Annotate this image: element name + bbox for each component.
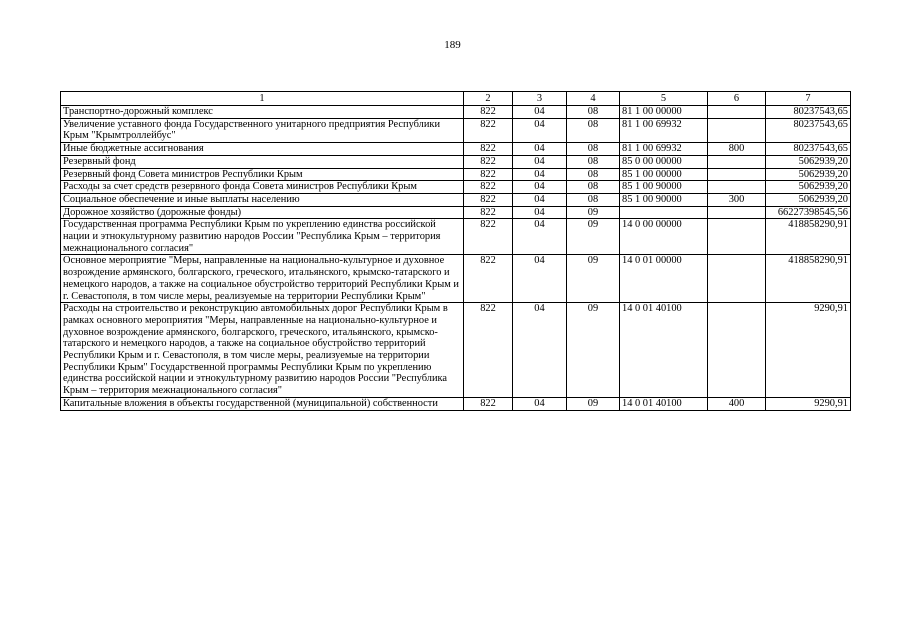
cell-target-code: 85 1 00 90000	[620, 181, 708, 194]
cell-name: Государственная программа Республики Крым по укреплению единства российской нации и этнокультурному развитию народов России "Республика Крым – территория межнационального согласия"	[61, 219, 464, 255]
cell-amount: 5062939,20	[766, 193, 851, 206]
cell-amount: 5062939,20	[766, 181, 851, 194]
cell-amount: 80237543,65	[766, 143, 851, 156]
cell-expense-type	[708, 106, 766, 119]
cell-admin-code: 822	[464, 181, 513, 194]
cell-section: 04	[513, 106, 567, 119]
cell-section: 04	[513, 303, 567, 398]
table-row	[61, 168, 851, 181]
cell-subsection: 08	[567, 181, 620, 194]
cell-subsection: 08	[567, 155, 620, 168]
cell-admin-code: 822	[464, 143, 513, 156]
cell-expense-type	[708, 168, 766, 181]
table-row	[61, 181, 851, 194]
cell-target-code	[620, 206, 708, 219]
cell-expense-type	[708, 303, 766, 398]
cell-expense-type	[708, 219, 766, 255]
header-col-6: 6	[708, 92, 766, 106]
cell-admin-code: 822	[464, 303, 513, 398]
cell-admin-code: 822	[464, 106, 513, 119]
cell-subsection: 09	[567, 219, 620, 255]
cell-admin-code: 822	[464, 255, 513, 303]
cell-subsection: 08	[567, 118, 620, 142]
header-col-1: 1	[61, 92, 464, 106]
cell-admin-code: 822	[464, 397, 513, 410]
cell-amount: 80237543,65	[766, 118, 851, 142]
cell-expense-type: 800	[708, 143, 766, 156]
cell-subsection: 09	[567, 206, 620, 219]
cell-amount: 9290,91	[766, 303, 851, 398]
cell-target-code: 14 0 01 00000	[620, 255, 708, 303]
cell-section: 04	[513, 168, 567, 181]
cell-amount: 9290,91	[766, 397, 851, 410]
cell-expense-type	[708, 255, 766, 303]
table-row	[61, 118, 851, 142]
cell-expense-type: 300	[708, 193, 766, 206]
cell-admin-code: 822	[464, 168, 513, 181]
cell-subsection: 09	[567, 255, 620, 303]
cell-amount: 80237543,65	[766, 106, 851, 119]
budget-table	[60, 91, 851, 411]
cell-target-code: 85 1 00 90000	[620, 193, 708, 206]
cell-name: Транспортно-дорожный комплекс	[61, 106, 464, 119]
header-col-5: 5	[620, 92, 708, 106]
table-row	[61, 193, 851, 206]
cell-name: Капитальные вложения в объекты государственной (муниципальной) собственности	[61, 397, 464, 410]
cell-target-code: 85 1 00 00000	[620, 168, 708, 181]
cell-amount: 5062939,20	[766, 168, 851, 181]
cell-amount: 5062939,20	[766, 155, 851, 168]
cell-section: 04	[513, 118, 567, 142]
cell-section: 04	[513, 193, 567, 206]
cell-section: 04	[513, 143, 567, 156]
table-row	[61, 219, 851, 255]
cell-admin-code: 822	[464, 206, 513, 219]
table-row	[61, 155, 851, 168]
cell-target-code: 81 1 00 00000	[620, 106, 708, 119]
cell-name: Резервный фонд Совета министров Республики Крым	[61, 168, 464, 181]
cell-section: 04	[513, 181, 567, 194]
cell-target-code: 81 1 00 69932	[620, 143, 708, 156]
cell-name: Дорожное хозяйство (дорожные фонды)	[61, 206, 464, 219]
cell-name: Основное мероприятие "Меры, направленные на национально-культурное и духовное возрождение армянского, болгарского, греческого, итальянского, крымско-татарского и немецкого народов, а также на социальное обустройство территорий Республики Крым и г. Севастополя, в том числе меры, реализуемые на территории Республики Крым"	[61, 255, 464, 303]
table-row	[61, 206, 851, 219]
cell-subsection: 08	[567, 106, 620, 119]
cell-expense-type	[708, 206, 766, 219]
table-header-row	[61, 92, 851, 106]
cell-name: Иные бюджетные ассигнования	[61, 143, 464, 156]
cell-name: Социальное обеспечение и иные выплаты населению	[61, 193, 464, 206]
cell-admin-code: 822	[464, 219, 513, 255]
cell-name: Расходы за счет средств резервного фонда Совета министров Республики Крым	[61, 181, 464, 194]
cell-expense-type	[708, 118, 766, 142]
table-row	[61, 106, 851, 119]
cell-target-code: 14 0 00 00000	[620, 219, 708, 255]
cell-target-code: 14 0 01 40100	[620, 397, 708, 410]
cell-section: 04	[513, 155, 567, 168]
cell-subsection: 08	[567, 193, 620, 206]
page-number: 189	[444, 39, 461, 51]
cell-admin-code: 822	[464, 193, 513, 206]
cell-amount: 418858290,91	[766, 255, 851, 303]
table-row	[61, 397, 851, 410]
cell-name: Расходы на строительство и реконструкцию автомобильных дорог Республики Крым в рамках основного мероприятия "Меры, направленные на национально-культурное и духовное возрождение армянского, болгарского, греческого, итальянского, крымско-татарского и немецкого народов, а также на социальное обустройство территорий Республики Крым и г. Севастополя, в том числе меры, реализуемые на территории Республики Крым" Государственной программы Республики Крым по укреплению единства российской нации и этнокультурному развитию народов России "Республика Крым – территория межнационального согласия"	[61, 303, 464, 398]
cell-admin-code: 822	[464, 155, 513, 168]
cell-expense-type	[708, 155, 766, 168]
cell-section: 04	[513, 255, 567, 303]
table-row	[61, 255, 851, 303]
cell-amount: 66227398545,56	[766, 206, 851, 219]
cell-subsection: 08	[567, 143, 620, 156]
cell-name: Увеличение уставного фонда Государственного унитарного предприятия Республики Крым "Крымтроллейбус"	[61, 118, 464, 142]
cell-subsection: 08	[567, 168, 620, 181]
cell-target-code: 85 0 00 00000	[620, 155, 708, 168]
header-col-3: 3	[513, 92, 567, 106]
cell-target-code: 14 0 01 40100	[620, 303, 708, 398]
header-col-2: 2	[464, 92, 513, 106]
cell-target-code: 81 1 00 69932	[620, 118, 708, 142]
cell-section: 04	[513, 219, 567, 255]
cell-section: 04	[513, 206, 567, 219]
cell-expense-type: 400	[708, 397, 766, 410]
cell-section: 04	[513, 397, 567, 410]
table-row	[61, 303, 851, 398]
cell-subsection: 09	[567, 303, 620, 398]
cell-amount: 418858290,91	[766, 219, 851, 255]
cell-expense-type	[708, 181, 766, 194]
header-col-4: 4	[567, 92, 620, 106]
cell-admin-code: 822	[464, 118, 513, 142]
cell-name: Резервный фонд	[61, 155, 464, 168]
cell-subsection: 09	[567, 397, 620, 410]
table-row	[61, 143, 851, 156]
header-col-7: 7	[766, 92, 851, 106]
